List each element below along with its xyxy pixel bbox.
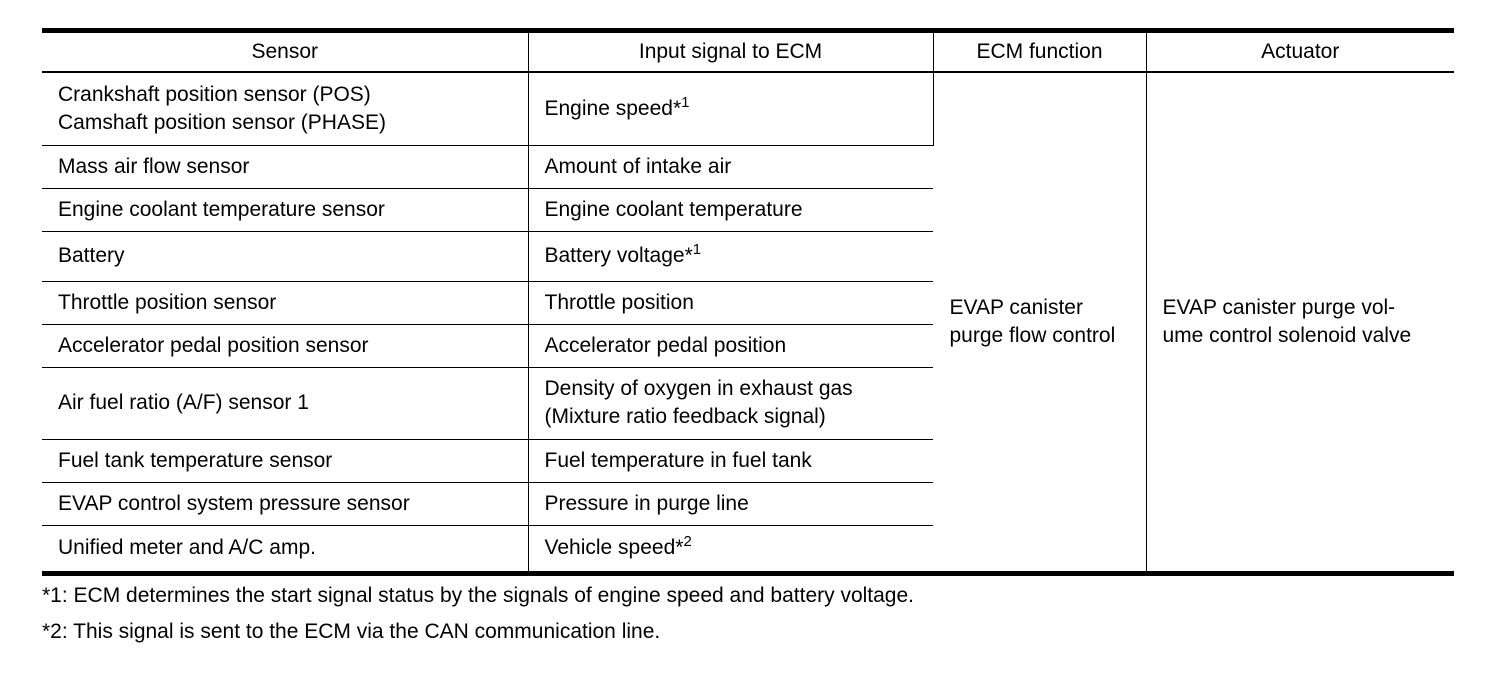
ecm-function-text: EVAP canister — [949, 295, 1083, 319]
ecm-function-text: purge flow control — [949, 323, 1116, 347]
sensor-actuator-table — [42, 28, 1454, 576]
signal-text: Battery voltage* — [544, 244, 693, 267]
signal-cell: Engine coolant temperature — [528, 188, 933, 231]
signal-text: Engine speed* — [544, 96, 682, 120]
header-input-signal: Input signal to ECM — [528, 31, 933, 73]
signal-cell: Amount of intake air — [528, 145, 933, 188]
signal-cell: Throttle position — [528, 281, 933, 324]
signal-cell — [528, 72, 933, 145]
signal-cell — [528, 231, 933, 281]
ecm-function-cell — [933, 72, 1146, 573]
actuator-cell — [1146, 72, 1454, 573]
signal-cell: Fuel temperature in fuel tank — [528, 439, 933, 482]
sensor-cell: Engine coolant temperature sensor — [42, 188, 528, 231]
sensor-cell: Accelerator pedal position sensor — [42, 324, 528, 367]
signal-text: (Mixture ratio feedback signal) — [544, 405, 826, 428]
footnote-ref: 1 — [692, 241, 702, 258]
sensor-cell: Unified meter and A/C amp. — [42, 525, 528, 573]
header-sensor: Sensor — [42, 31, 528, 73]
sensor-cell: Air fuel ratio (A/F) sensor 1 — [42, 367, 528, 439]
header-actuator: Actuator — [1146, 31, 1454, 73]
footnote-1: *1: ECM determines the start signal status by the signals of engine speed and battery voltage. — [42, 584, 915, 607]
signal-cell — [528, 367, 933, 439]
signal-cell: Pressure in purge line — [528, 482, 933, 525]
sensor-cell — [42, 72, 528, 145]
sensor-cell: Fuel tank temperature sensor — [42, 439, 528, 482]
signal-cell: Accelerator pedal position — [528, 324, 933, 367]
footnote-2: *2: This signal is sent to the ECM via the CAN communication line. — [42, 620, 661, 643]
actuator-text: ume control solenoid valve — [1162, 323, 1412, 347]
footnotes — [42, 578, 914, 650]
sensor-cell: EVAP control system pressure sensor — [42, 482, 528, 525]
table-row — [42, 72, 1454, 145]
sensor-cell: Battery — [42, 231, 528, 281]
sensor-cell: Throttle position sensor — [42, 281, 528, 324]
sensor-cell: Mass air flow sensor — [42, 145, 528, 188]
sensor-text: Camshaft position sensor (PHASE) — [58, 110, 386, 134]
footnote-ref: 1 — [681, 93, 690, 111]
actuator-text: EVAP canister purge vol- — [1162, 295, 1396, 319]
sensor-text: Crankshaft position sensor (POS) — [58, 82, 371, 106]
signal-cell — [528, 525, 933, 573]
signal-text: Density of oxygen in exhaust gas — [544, 377, 853, 400]
header-ecm-function: ECM function — [933, 31, 1146, 73]
table-header-row — [42, 31, 1454, 73]
footnote-ref: 2 — [683, 533, 692, 550]
signal-text: Vehicle speed* — [544, 536, 684, 559]
